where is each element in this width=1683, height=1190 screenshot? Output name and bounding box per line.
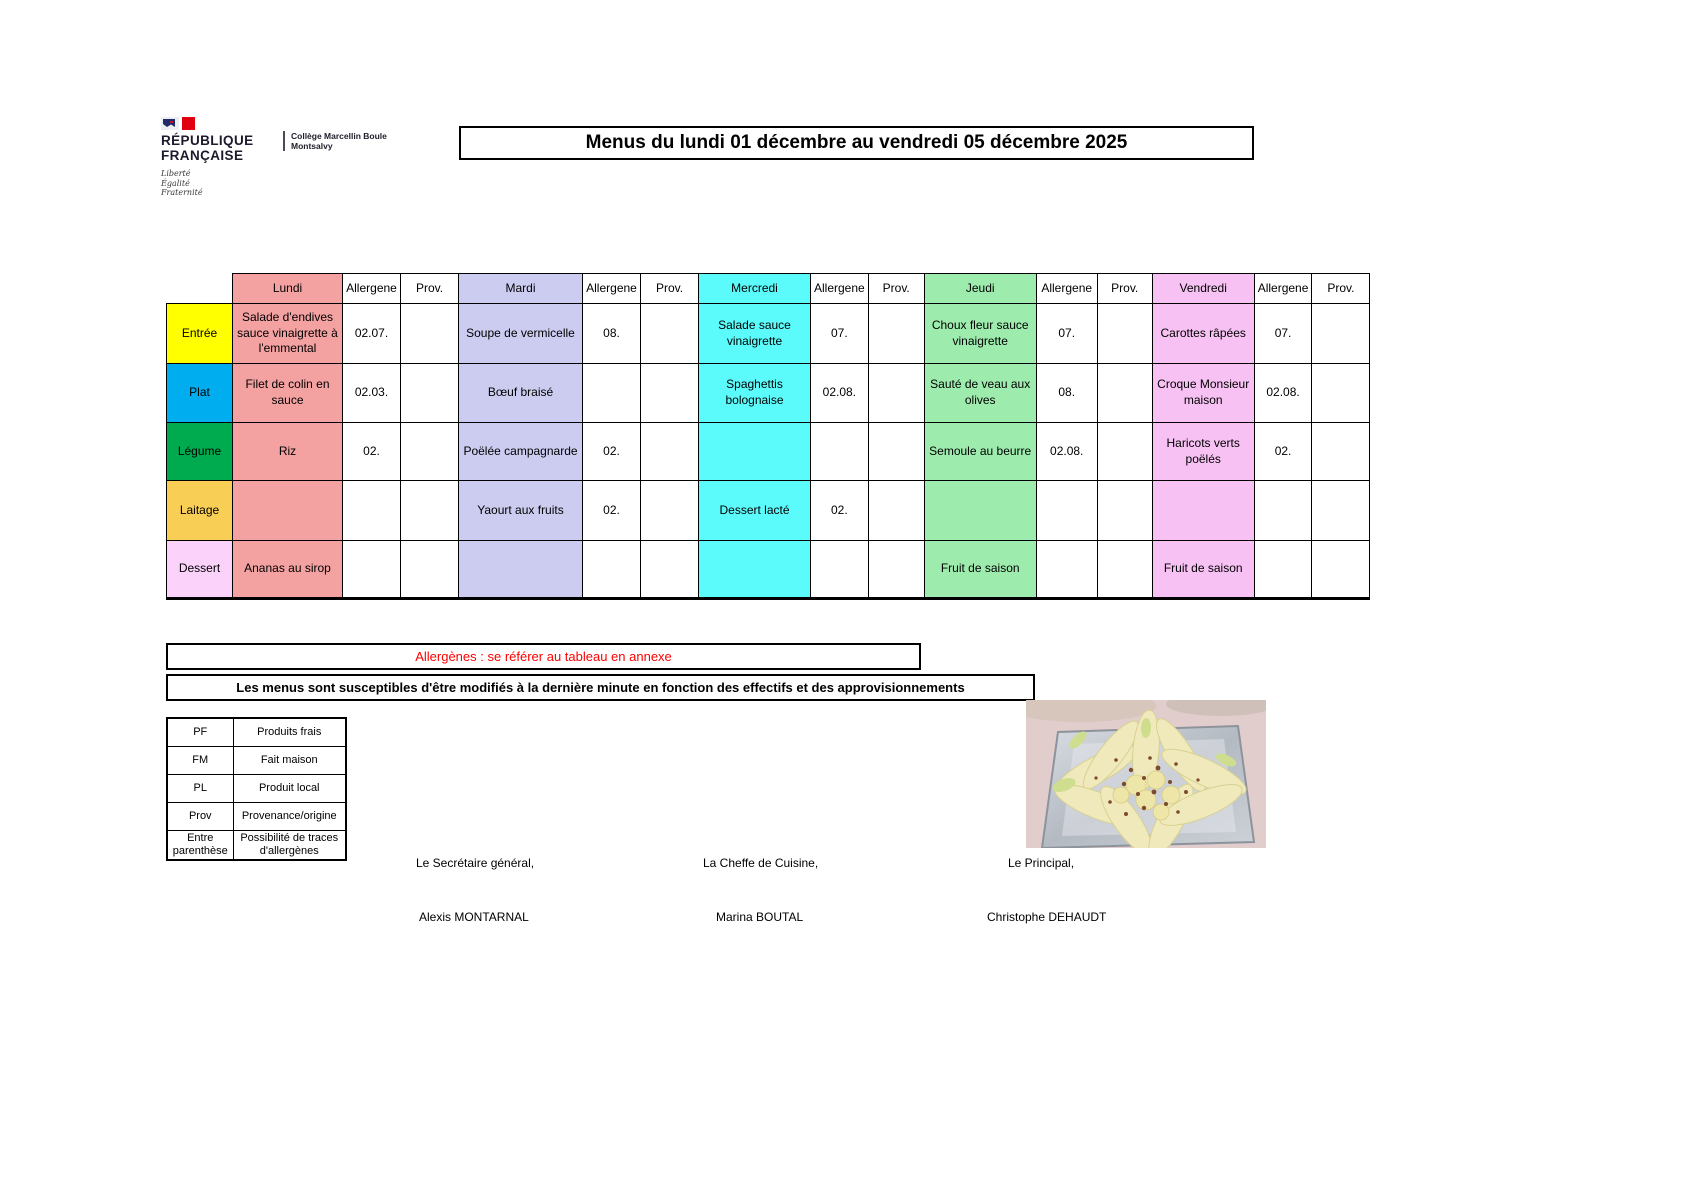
signature-title-cheffe: La Cheffe de Cuisine, <box>703 856 819 870</box>
allergene-cell: 07. <box>1036 304 1097 364</box>
prov-cell <box>641 541 699 599</box>
prov-header: Prov. <box>1097 274 1152 304</box>
allergenes-notice <box>166 643 921 670</box>
legend-row <box>167 747 346 775</box>
prov-cell <box>401 423 459 481</box>
allergene-cell <box>343 481 401 541</box>
dish-cell: Fruit de saison <box>1152 541 1254 599</box>
row-header-entree: Entrée <box>167 304 233 364</box>
prov-cell <box>641 364 699 423</box>
prov-cell <box>401 304 459 364</box>
legend-code: Entre parenthèse <box>167 831 233 861</box>
allergene-cell <box>1254 481 1312 541</box>
prov-cell <box>1312 423 1370 481</box>
allergene-cell <box>583 364 641 423</box>
allergene-cell: 02. <box>583 423 641 481</box>
allergene-header: Allergene <box>1254 274 1312 304</box>
dish-cell: Soupe de vermicelle <box>459 304 583 364</box>
prov-cell <box>1097 423 1152 481</box>
modification-notice <box>166 674 1035 701</box>
allergene-header: Allergene <box>583 274 641 304</box>
allergene-cell <box>1036 481 1097 541</box>
page-title-text: Menus du lundi 01 décembre au vendredi 05 décembre 2025 <box>585 132 1128 153</box>
dish-cell: Semoule au beurre <box>924 423 1036 481</box>
page-title <box>459 126 1254 160</box>
prov-cell <box>868 541 924 599</box>
dish-cell <box>699 423 811 481</box>
allergene-cell <box>811 541 869 599</box>
motto-fraternite: Fraternité <box>161 188 203 197</box>
republique-line2: FRANÇAISE <box>161 147 244 163</box>
row-header-plat: Plat <box>167 364 233 423</box>
prov-cell <box>868 364 924 423</box>
legend-row <box>167 803 346 831</box>
allergene-cell: 02. <box>1254 423 1312 481</box>
dish-cell: Ananas au sirop <box>233 541 343 599</box>
prov-cell <box>641 481 699 541</box>
legend-row <box>167 718 346 747</box>
allergene-cell: 08. <box>583 304 641 364</box>
allergene-cell: 02.07. <box>343 304 401 364</box>
legend-label: Fait maison <box>233 747 346 775</box>
allergene-cell <box>583 541 641 599</box>
prov-header: Prov. <box>1312 274 1370 304</box>
allergene-cell: 02. <box>343 423 401 481</box>
dish-cell: Riz <box>233 423 343 481</box>
day-header-mercredi: Mercredi <box>699 274 811 304</box>
prov-cell <box>1312 541 1370 599</box>
endive-salad-illustration <box>1026 700 1266 848</box>
allergene-header: Allergene <box>343 274 401 304</box>
menu-row-plat <box>167 364 1370 423</box>
republique-francaise-logo <box>161 116 281 198</box>
dish-cell: Dessert lacté <box>699 481 811 541</box>
allergene-cell: 07. <box>1254 304 1312 364</box>
dish-cell: Carottes râpées <box>1152 304 1254 364</box>
prov-header: Prov. <box>868 274 924 304</box>
row-header-laitage: Laitage <box>167 481 233 541</box>
prov-cell <box>868 304 924 364</box>
prov-header: Prov. <box>641 274 699 304</box>
dish-cell <box>924 481 1036 541</box>
prov-cell <box>868 423 924 481</box>
dish-cell <box>233 481 343 541</box>
dish-cell <box>699 541 811 599</box>
prov-cell <box>401 541 459 599</box>
row-header-dessert: Dessert <box>167 541 233 599</box>
prov-cell <box>1312 364 1370 423</box>
prov-cell <box>401 481 459 541</box>
menu-row-dessert <box>167 541 1370 599</box>
prov-cell <box>641 304 699 364</box>
row-header-legume: Légume <box>167 423 233 481</box>
signature-title-principal: Le Principal, <box>1008 856 1075 870</box>
dish-cell: Choux fleur sauce vinaigrette <box>924 304 1036 364</box>
menu-table <box>166 273 1370 600</box>
allergene-cell <box>1254 541 1312 599</box>
legend-code: Prov <box>167 803 233 831</box>
dish-cell: Haricots verts poëlés <box>1152 423 1254 481</box>
dish-cell <box>459 541 583 599</box>
allergene-cell <box>811 423 869 481</box>
motto-egalite: Égalité <box>161 178 190 188</box>
signature-name-principal: Christophe DEHAUDT <box>987 910 1107 924</box>
allergene-cell: 08. <box>1036 364 1097 423</box>
dish-cell <box>1152 481 1254 541</box>
allergenes-notice-text: Allergènes : se référer au tableau en annexe <box>415 649 672 664</box>
allergene-cell <box>343 541 401 599</box>
legend-code: FM <box>167 747 233 775</box>
prov-cell <box>1097 481 1152 541</box>
endive-salad-photo <box>1026 700 1266 848</box>
menu-row-entree <box>167 304 1370 364</box>
dish-cell: Yaourt aux fruits <box>459 481 583 541</box>
dish-cell: Poëlée campagnarde <box>459 423 583 481</box>
prov-header: Prov. <box>401 274 459 304</box>
menu-row-laitage <box>167 481 1370 541</box>
prov-cell <box>868 481 924 541</box>
dish-cell: Salade d'endives sauce vinaigrette à l'emmental <box>233 304 343 364</box>
dish-cell: Spaghettis bolognaise <box>699 364 811 423</box>
menu-table-header-row <box>167 274 1370 304</box>
school-name-line1: Collège Marcellin Boule <box>291 131 387 141</box>
signature-name-cheffe: Marina BOUTAL <box>716 910 804 924</box>
prov-cell <box>1312 304 1370 364</box>
allergene-cell: 02.03. <box>343 364 401 423</box>
menu-row-legume <box>167 423 1370 481</box>
day-header-vendredi: Vendredi <box>1152 274 1254 304</box>
allergene-header: Allergene <box>811 274 869 304</box>
legend-label: Produit local <box>233 775 346 803</box>
modification-notice-text: Les menus sont susceptibles d'être modifiés à la dernière minute en fonction des effectifs et des approvisionnements <box>236 680 965 695</box>
signature-title-secretaire: Le Secrétaire général, <box>416 856 535 870</box>
dish-cell: Bœuf braisé <box>459 364 583 423</box>
dish-cell: Filet de colin en sauce <box>233 364 343 423</box>
allergene-header: Allergene <box>1036 274 1097 304</box>
dish-cell: Croque Monsieur maison <box>1152 364 1254 423</box>
prov-cell <box>1312 481 1370 541</box>
legend-table <box>166 717 347 861</box>
school-name <box>283 131 387 151</box>
french-flag-icon <box>161 116 201 131</box>
day-header-mardi: Mardi <box>459 274 583 304</box>
day-header-lundi: Lundi <box>233 274 343 304</box>
dish-cell: Sauté de veau aux olives <box>924 364 1036 423</box>
prov-cell <box>641 423 699 481</box>
legend-row <box>167 831 346 861</box>
legend-code: PF <box>167 718 233 747</box>
legend-label: Possibilité de traces d'allergènes <box>233 831 346 861</box>
dish-cell: Salade sauce vinaigrette <box>699 304 811 364</box>
legend-label: Produits frais <box>233 718 346 747</box>
allergene-cell: 02. <box>811 481 869 541</box>
allergene-cell: 02.08. <box>1036 423 1097 481</box>
allergene-cell <box>1036 541 1097 599</box>
corner-blank-cell <box>167 274 233 304</box>
legend-code: PL <box>167 775 233 803</box>
prov-cell <box>401 364 459 423</box>
legend-label: Provenance/origine <box>233 803 346 831</box>
prov-cell <box>1097 304 1152 364</box>
prov-cell <box>1097 364 1152 423</box>
allergene-cell: 07. <box>811 304 869 364</box>
signature-name-secretaire: Alexis MONTARNAL <box>419 910 529 924</box>
allergene-cell: 02. <box>583 481 641 541</box>
republique-line1: RÉPUBLIQUE <box>161 133 254 148</box>
school-name-line2: Montsalvy <box>291 141 333 151</box>
dish-cell: Fruit de saison <box>924 541 1036 599</box>
legend-row <box>167 775 346 803</box>
allergene-cell: 02.08. <box>811 364 869 423</box>
day-header-jeudi: Jeudi <box>924 274 1036 304</box>
motto-liberte: Liberté <box>161 169 191 178</box>
allergene-cell: 02.08. <box>1254 364 1312 423</box>
prov-cell <box>1097 541 1152 599</box>
